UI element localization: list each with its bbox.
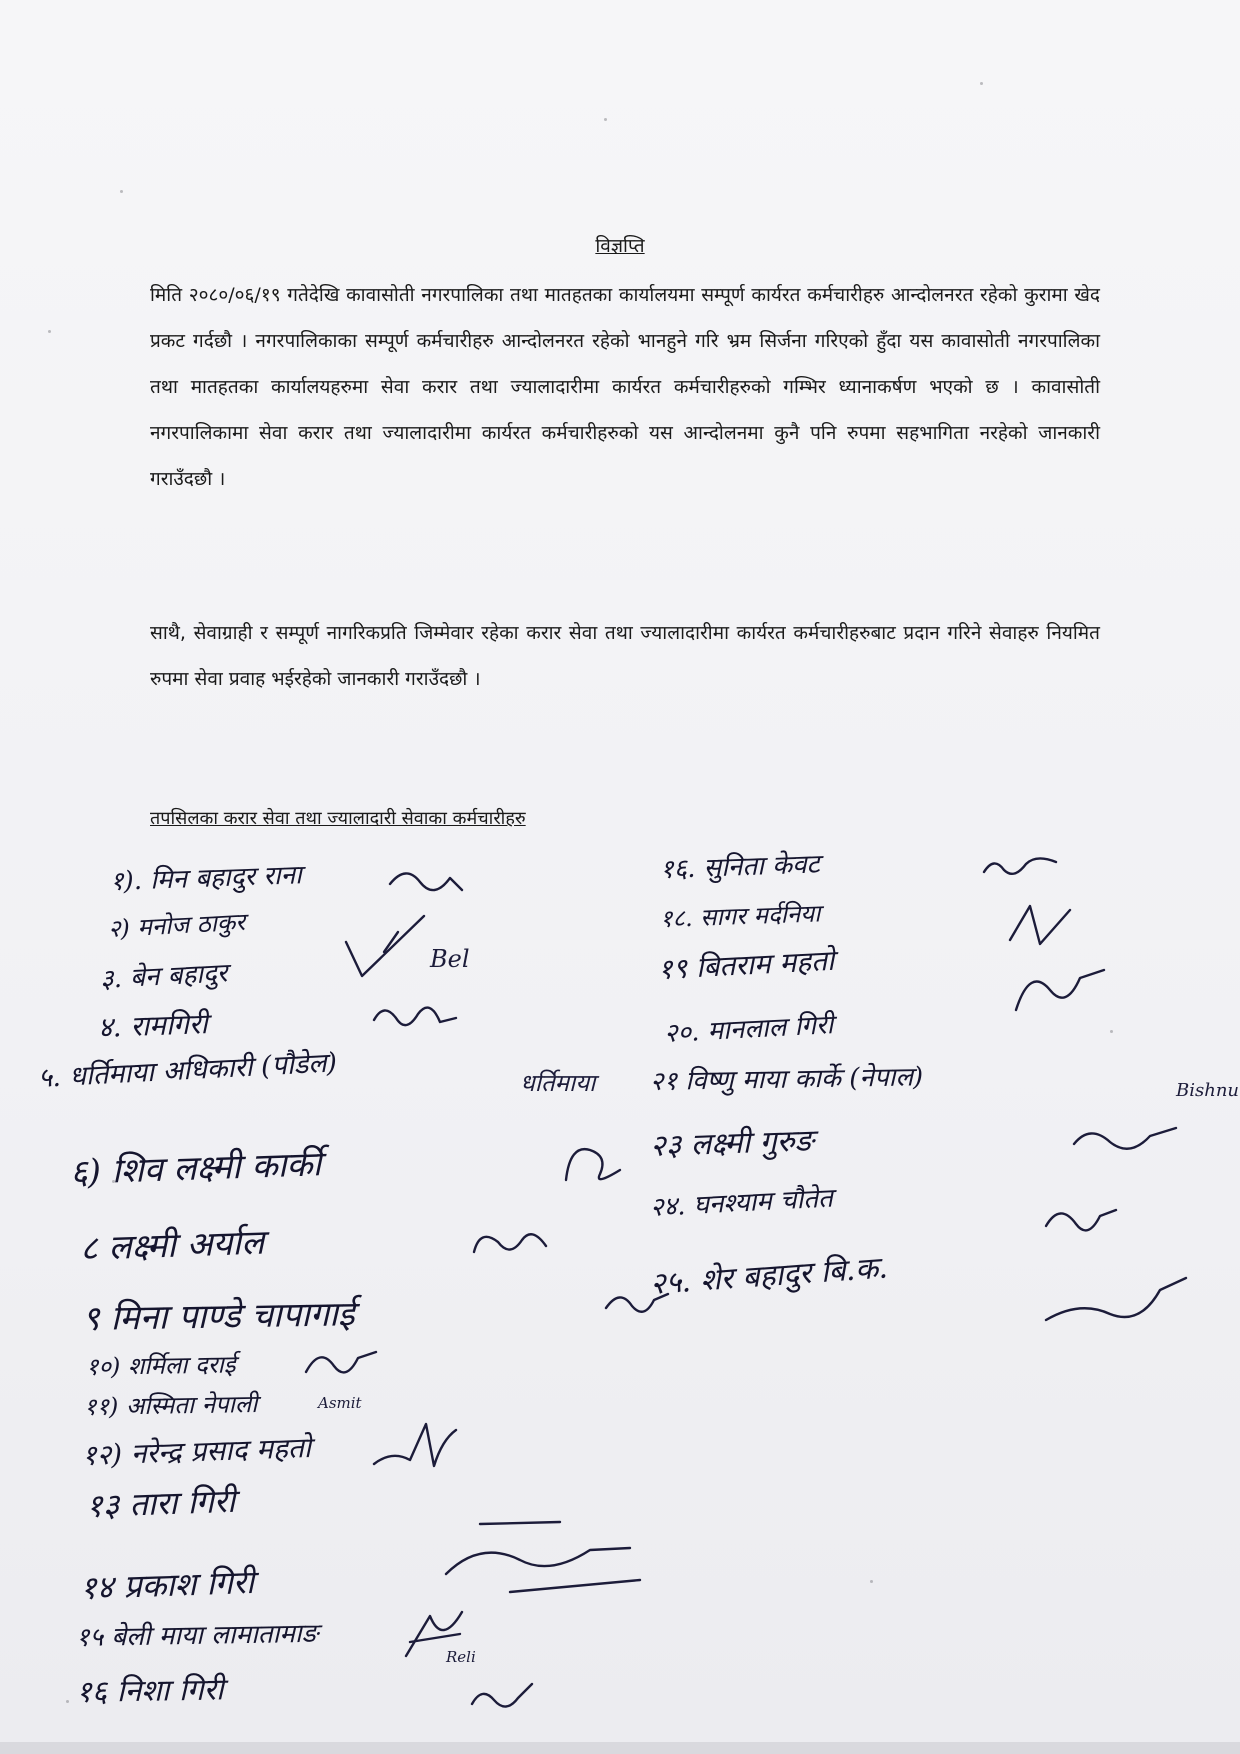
signature-mark xyxy=(300,1344,380,1384)
signature-mark xyxy=(560,1140,630,1190)
staff-entry-right: २०. मानलाल गिरी xyxy=(663,1010,834,1049)
signature-mark xyxy=(370,1420,460,1480)
staff-entry-left: २) मनोज ठाकुर xyxy=(107,907,246,943)
staff-entry-left: ८ लक्ष्मी अर्याल xyxy=(79,1222,265,1269)
notice-paragraph-2: साथै, सेवाग्राही र सम्पूर्ण नागरिकप्रति जिम्मेवार रहेका करार सेवा तथा ज्यालादारीमा कार्यरत कर्मचारीहरुबाट प्रदान गरिने सेवाहरु नियमित रुपमा सेवा प्रवाह भईरहेको जानकारी गराउँदछौ । xyxy=(150,622,1100,690)
staff-entry-left: ९ मिना पाण्डे चापागाई xyxy=(81,1294,355,1339)
notice-title: विज्ञप्ति xyxy=(595,235,645,257)
staff-entry-right: २३ लक्ष्मी गुरुङ xyxy=(649,1123,815,1164)
staff-entry-left: १६ निशा गिरी xyxy=(75,1672,224,1710)
staff-entry-left: १३ तारा गिरी xyxy=(85,1481,236,1525)
signature-label: Reli xyxy=(446,1648,476,1666)
staff-entry-right: २४. घनश्याम चौतेत xyxy=(649,1183,834,1223)
staff-entry-left: ६) शिव लक्ष्मी कार्की xyxy=(69,1144,322,1193)
signature-mark xyxy=(1000,900,1080,950)
signature-mark xyxy=(370,1000,460,1040)
staff-entry-right: १८. सागर मर्दनिया xyxy=(659,899,821,933)
staff-entry-left: १२) नरेन्द्र प्रसाद महतो xyxy=(81,1431,312,1472)
signature-label: Bishnu xyxy=(1176,1080,1239,1101)
signature-mark xyxy=(466,1680,536,1720)
staff-entry-left: १०) शर्मिला दराई xyxy=(85,1350,236,1381)
notice-paragraph-1: मिति २०८०/०६/१९ गतेदेखि कावासोती नगरपालिका तथा मातहतका कार्यालयमा सम्पूर्ण कार्यरत कर्मचारीहरु आन्दोलनरत रहेको कुरामा खेद प्रकट गर्दछौ । नगरपालिकाका सम्पूर्ण कर्मचारीहरु आन्दोलनरत रहेको भानहुने गरि भ्रम सिर्जना गरिएको हुँदा यस कावासोती नगरपालिका तथा मातहतका कार्यालयहरुमा सेवा करार तथा ज्यालादारीमा कार्यरत कर्मचारीहरुको गम्भिर ध्यानाकर्षण भएको छ । कावासोती नगरपालिकामा सेवा करार तथा ज्यालादारीमा कार्यरत कर्मचारीहरुको यस आन्दोलनमा कुनै पनि रुपमा सहभागिता नरहेको जानकारी गराउँदछौ । xyxy=(150,284,1100,490)
staff-entry-right: २१ विष्णु माया कार्के (नेपाल) xyxy=(649,1062,924,1097)
staff-entry-left: १). मिन बहादुर राना xyxy=(109,860,303,897)
staff-list-heading: तपसिलका करार सेवा तथा ज्यालादारी सेवाका कर्मचारीहरु xyxy=(150,808,526,829)
staff-entry-right: २५. शेर बहादुर बि.क. xyxy=(648,1250,889,1302)
signature-label: Bel xyxy=(430,945,470,973)
signature-mark xyxy=(1070,1120,1180,1160)
staff-entry-left: १४ प्रकाश गिरी xyxy=(79,1562,255,1607)
signature-mark xyxy=(602,1284,672,1324)
staff-entry-left: ५. धर्तिमाया अधिकारी (पौडेल) xyxy=(37,1047,338,1094)
signature-label: Asmit xyxy=(318,1394,362,1412)
staff-entry-left: ३. बेन बहादुर xyxy=(99,958,229,995)
staff-entry-right: १६. सुनिता केवट xyxy=(659,849,821,885)
signature-label: धर्तिमाया xyxy=(520,1069,596,1097)
signature-mark xyxy=(440,1520,650,1600)
signature-check xyxy=(340,912,430,982)
signature-mark xyxy=(1010,960,1110,1020)
staff-entry-left: ११) अस्मिता नेपाली xyxy=(83,1389,258,1421)
staff-entry-left: १५ बेली माया लामातामाङ xyxy=(75,1618,319,1653)
signature-mark xyxy=(470,1222,550,1272)
signature-mark xyxy=(1040,1196,1120,1246)
staff-entry-right: १९ बितराम महतो xyxy=(657,943,836,986)
signature-mark xyxy=(386,860,466,900)
staff-entry-left: ४. रामगिरी xyxy=(97,1007,209,1044)
signature-mark xyxy=(980,852,1060,882)
signature-mark xyxy=(1040,1270,1190,1340)
